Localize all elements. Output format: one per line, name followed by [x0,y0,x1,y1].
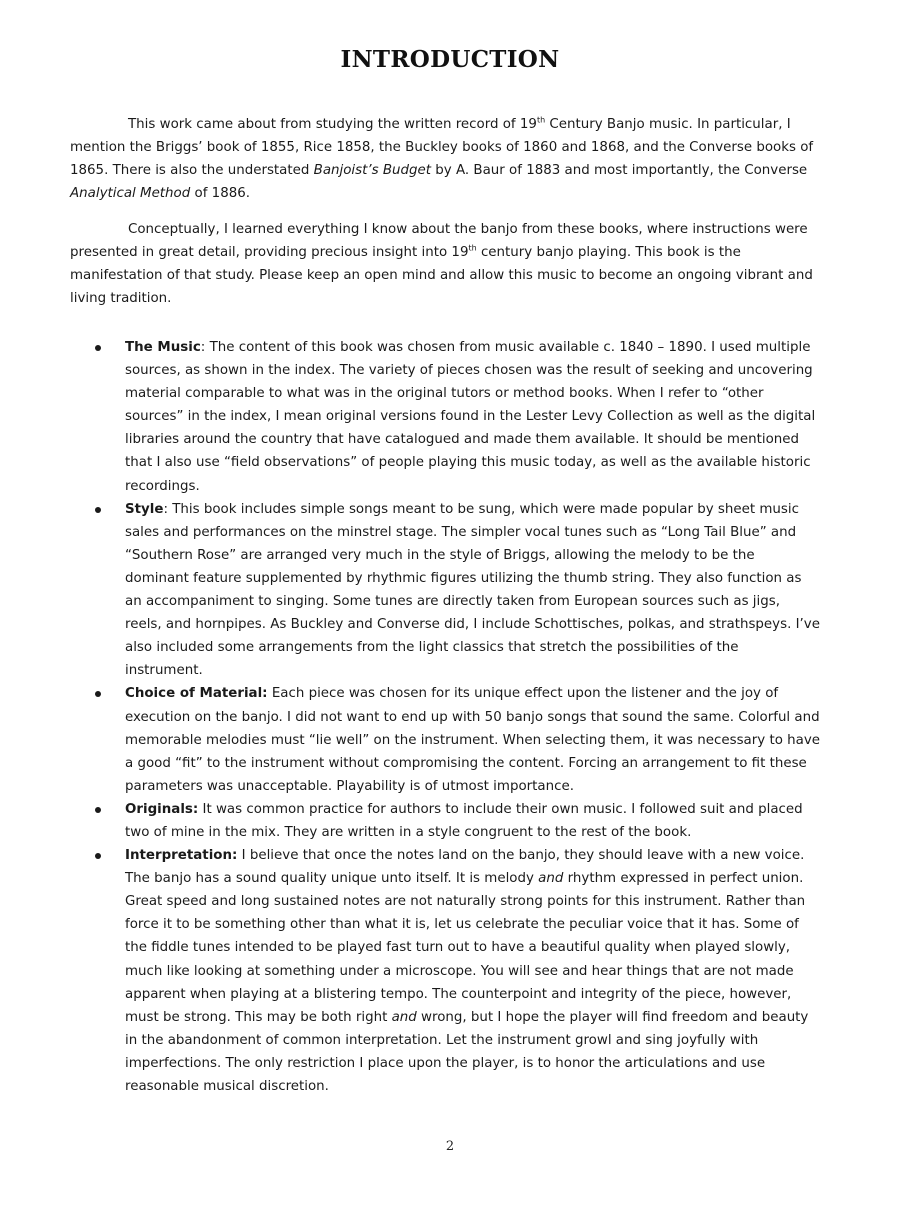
emphasis: and [391,1009,417,1025]
bullet-text: This book includes simple songs meant to be sung, which were made popular by sheet music sales and performances on the minstrel stage. The simpler vocal tunes such as “Long Tail Blue” and “Southern Rose” are arranged very much in the style of Briggs, allowing the melody to be the dominant feature supplemented by rhythmic figures utilizing the thumb string. They also function as an accompaniment to singing. Some tunes are directly taken from European sources such as jigs, reels, and hornpipes. As Buckley and Converse did, I include Schottisches, polkas, and strathspeys. I’ve also included some arrangements from the light classics that stretch the possibilities of the instrument. [125,501,820,679]
bullet-dot [95,345,101,351]
text-run: by A. Baur of 1883 and most importantly, the Converse [431,163,808,179]
bullet-item-choice-of-material [70,682,820,797]
text-run: century banjo playing. This book is the manifestation of that study. Please keep an open mind and allow this music to become an ongoing vibrant and living tradition. [70,245,813,307]
bullet-separator: : [200,340,210,355]
bullet-separator: : [163,501,173,517]
intro-paragraph-2 [70,218,815,310]
bullet-item-style [70,498,820,683]
page-title: INTRODUCTION [340,46,560,73]
book-title: Banjoist’s Budget [313,163,432,179]
emphasis: and [538,871,564,887]
text-run: Conceptually, I learned everything I know about the banjo from these books, where instructions were presented in great detail, providing precious insight into 19 [70,222,808,261]
bullet-label: The Music [125,340,201,355]
bullet-list [70,336,820,1098]
text-run: I believe that once the notes land on the banjo, they should leave with a new voice. The banjo has a sound quality unique unto itself. It is melody [125,848,805,887]
bullet-dot [95,691,101,697]
bullet-text: Each piece was chosen for its unique effect upon the listener and the joy of execution on the banjo. I did not want to end up with 50 banjo songs that sound the same. Colorful and memorable melodies must “lie well” on the instrument. When selecting them, it was necessary to have a good “fit” to the instrument without compromising the content. Forcing an arrangement to fit these parameters was unacceptable. Playability is of utmost importance. [125,686,821,794]
bullet-dot [95,807,101,813]
bullet-label: Interpretation: [125,848,238,864]
superscript: th [536,115,546,125]
bullet-label: Choice of Material: [125,686,268,702]
book-title: Analytical Method [70,186,191,202]
superscript: th [468,243,477,253]
bullet-item-the-music [70,336,820,498]
bullet-dot [95,507,101,513]
bullet-item-originals [70,798,820,844]
bullet-label: Style [125,501,164,517]
bullet-text: The content of this book was chosen from music available c. 1840 – 1890. I used multiple sources, as shown in the index. The variety of pieces chosen was the result of seeking and uncovering material comparable to what was in the original tutors or method books. When I refer to “other sources” in the index, I mean original versions found in the Lester Levy Collection as well as the digital libraries around the country that have catalogued and made them available. It should be mentioned that I also use “field observations” of people playing this music today, as well as the available historic recordings. [125,340,816,494]
text-run: rhythm expressed in perfect union. Great speed and long sustained notes are not naturally strong points for this instrument. Rather than force it to be something other than what it is, let us celebrate the peculiar voice that it has. Some of the fiddle tunes intended to be played fast turn out to have a beautiful quality when played slowly, much like looking at something under a microscope. You will see and hear things that are not made apparent when playing at a blistering tempo. The counterpoint and integrity of the piece, however, must be strong. This may be both right [125,871,806,1025]
bullet-dot [95,853,101,859]
bullet-text: It was common practice for authors to include their own music. I followed suit and placed two of mine in the mix. They are written in a style congruent to the rest of the book. [125,801,803,840]
page-number: 2 [445,1139,455,1154]
text-run: Century Banjo music. In particular, I mention the Briggs’ book of 1855, Rice 1858, the Buckley books of 1860 and 1868, and the Converse books of 1865. There is also the understated [70,117,814,179]
text-run: This work came about from studying the written record of 19 [128,117,537,132]
text-run: of 1886. [190,186,251,202]
text-run: wrong, but I hope the player will find freedom and beauty in the abandonment of common interpretation. Let the instrument growl and sing joyfully with imperfections. The only restriction I place upon the player, is to honor the articulations and use reasonable musical discretion. [125,1009,809,1094]
bullet-item-interpretation [70,844,820,1098]
intro-paragraph-1 [70,113,815,205]
bullet-label: Originals: [125,801,199,817]
